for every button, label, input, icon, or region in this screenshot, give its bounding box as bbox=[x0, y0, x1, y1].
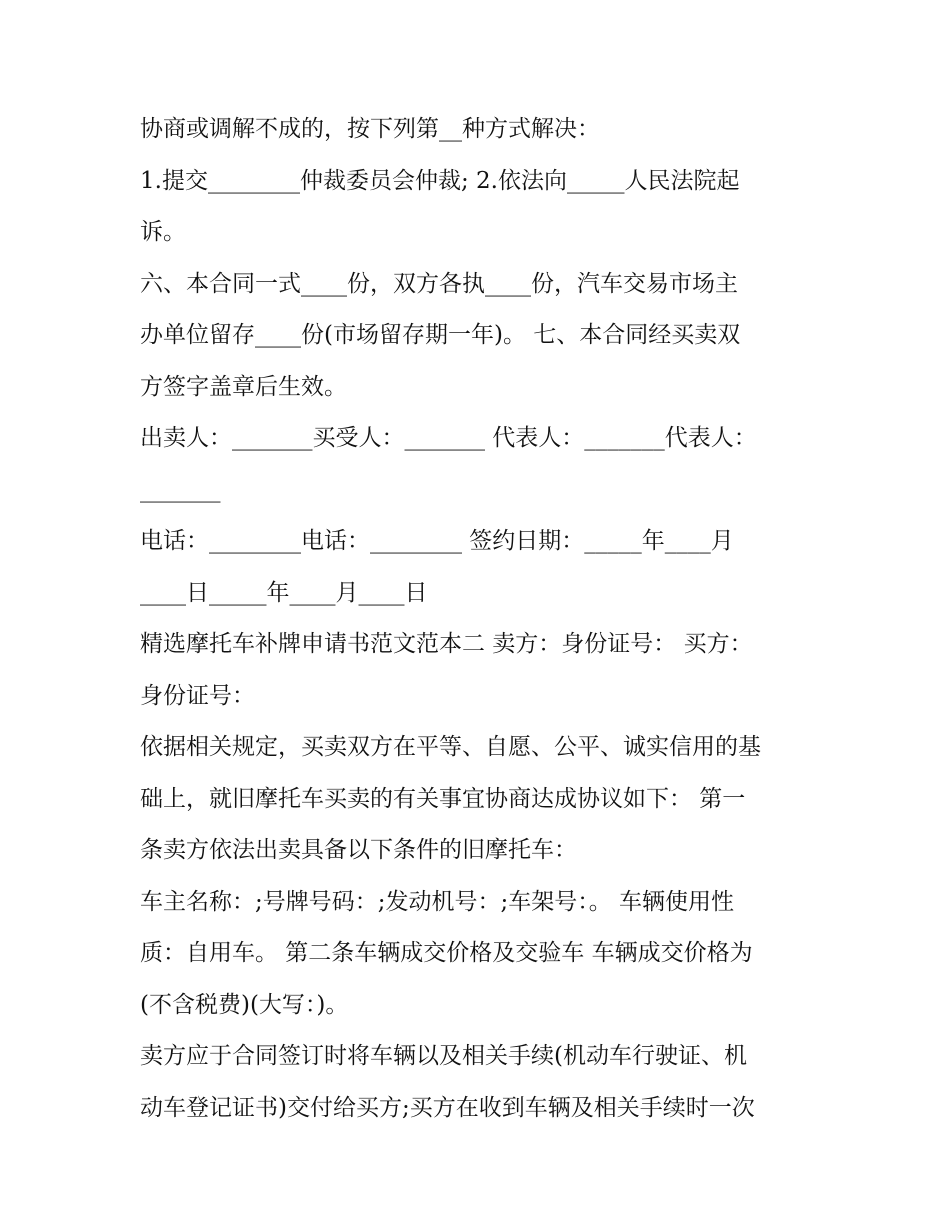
text-line: ____日_____年____月____日 bbox=[140, 579, 428, 606]
text-line: 出卖人：_______买受人：_______ 代表人：_______代表人： bbox=[140, 425, 757, 451]
text-line: 条卖方依法出卖具备以下条件的旧摩托车： bbox=[140, 837, 577, 863]
text-line: 电话：________电话：________ 签约日期：_____年____月 bbox=[140, 528, 734, 554]
text-line: 六、本合同一式____份，双方各执____份，汽车交易市场主 bbox=[140, 270, 738, 297]
text-line: _______ bbox=[140, 476, 221, 503]
text-line: 卖方应于合同签订时将车辆以及相关手续(机动车行驶证、机 bbox=[140, 1043, 747, 1069]
text-line: 动车登记证书)交付给买方;买方在收到车辆及相关手续时一次 bbox=[140, 1094, 755, 1121]
text-line: 依据相关规定，买卖双方在平等、自愿、公平、诚实信用的基 bbox=[140, 734, 761, 760]
text-line: 身份证号： bbox=[140, 682, 255, 709]
text-line: 质：自用车。 第二条车辆成交价格及交验车 车辆成交价格为 bbox=[140, 940, 753, 966]
text-line: (不含税费)(大写：)。 bbox=[140, 991, 349, 1018]
text-line: 方签字盖章后生效。 bbox=[140, 373, 347, 400]
text-line: 精选摩托车补牌申请书范文范本二 卖方：身份证号： 买方： bbox=[140, 631, 753, 657]
document-body bbox=[140, 104, 820, 1134]
text-line: 办单位留存____份(市场留存期一年)。 七、本合同经买卖双 bbox=[140, 322, 741, 348]
text-line: 础上，就旧摩托车买卖的有关事宜协商达成协议如下： 第一 bbox=[140, 785, 746, 812]
text-line: 协商或调解不成的，按下列第__种方式解决： bbox=[140, 116, 600, 142]
text-line: 1.提交________仲裁委员会仲裁; 2.依法向_____人民法院起 bbox=[140, 167, 740, 194]
text-line: 车主名称：;号牌号码：;发动机号：;车架号：。 车辆使用性 bbox=[140, 888, 735, 915]
text-line: 诉。 bbox=[140, 219, 186, 245]
